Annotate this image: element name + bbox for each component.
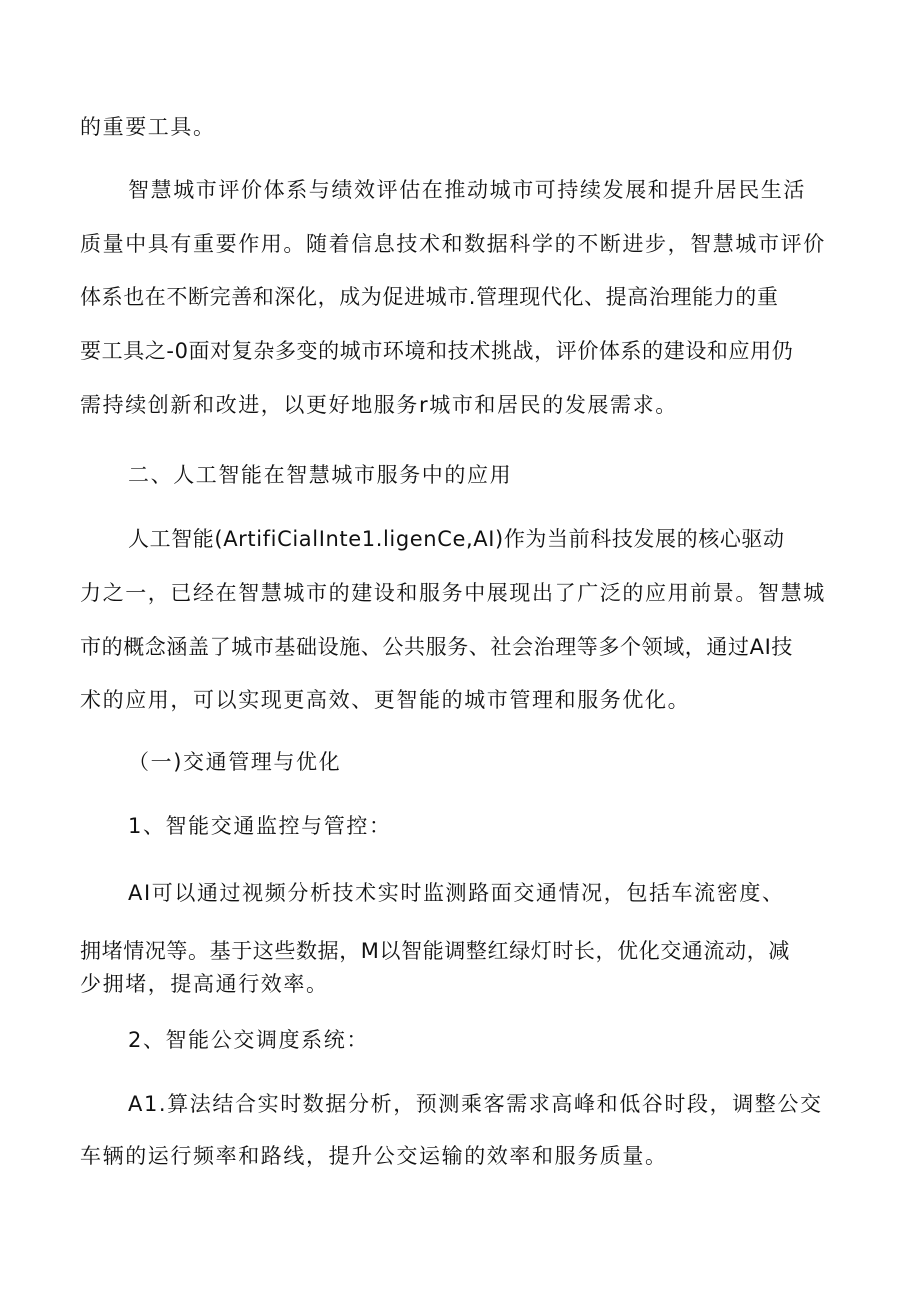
text-line: 力之一，已经在智慧城市的建设和服务中展现出了广泛的应用前景。智慧城 bbox=[80, 581, 826, 605]
text-line: 要工具之-0面对复杂多变的城市环境和技术挑战，评价体系的建设和应用仍 bbox=[80, 339, 794, 363]
item-heading: 2、智能公交调度系统： bbox=[128, 1028, 369, 1052]
section-heading: 二、人工智能在智慧城市服务中的应用 bbox=[128, 463, 513, 487]
paragraph-start-line: A1.算法结合实时数据分析，预测乘客需求高峰和低谷时段，调整公交 bbox=[128, 1092, 823, 1116]
item-heading: 1、智能交通监控与管控： bbox=[128, 814, 392, 838]
text-line: 体系也在不断完善和深化，成为促进城市.管理现代化、提高治理能力的重 bbox=[80, 285, 779, 309]
text-line: 市的概念涵盖了城市基础设施、公共服务、社会治理等多个领域，通过AI技 bbox=[80, 635, 793, 659]
subsection-heading: （一)交通管理与优化 bbox=[128, 750, 342, 774]
text-line: 术的应用，可以实现更高效、更智能的城市管理和服务优化。 bbox=[80, 688, 691, 712]
text-line: 拥堵情况等。基于这些数据，M以智能调整红绿灯时长，优化交通流动，减 bbox=[80, 939, 790, 963]
paragraph-start-line: 人工智能(ArtifiCialInte1.ligenCe,AI)作为当前科技发展的核心驱动 bbox=[128, 527, 785, 551]
text-line: 车辆的运行频率和路线，提升公交运输的效率和服务质量。 bbox=[80, 1144, 668, 1168]
text-line: 的重要工具。 bbox=[80, 115, 216, 139]
text-line: 少拥堵，提高通行效率。 bbox=[80, 972, 329, 996]
text-line: 质量中具有重要作用。随着信息技术和数据科学的不断进步，智慧城市评价 bbox=[80, 232, 826, 256]
paragraph-start-line: 智慧城市评价体系与绩效评估在推动城市可持续发展和提升居民生活 bbox=[128, 178, 806, 202]
text-line: 需持续创新和改进，以更好地服务r城市和居民的发展需求。 bbox=[80, 393, 678, 417]
paragraph-start-line: AI可以通过视频分析技术实时监测路面交通情况，包括车流密度、 bbox=[128, 881, 785, 905]
